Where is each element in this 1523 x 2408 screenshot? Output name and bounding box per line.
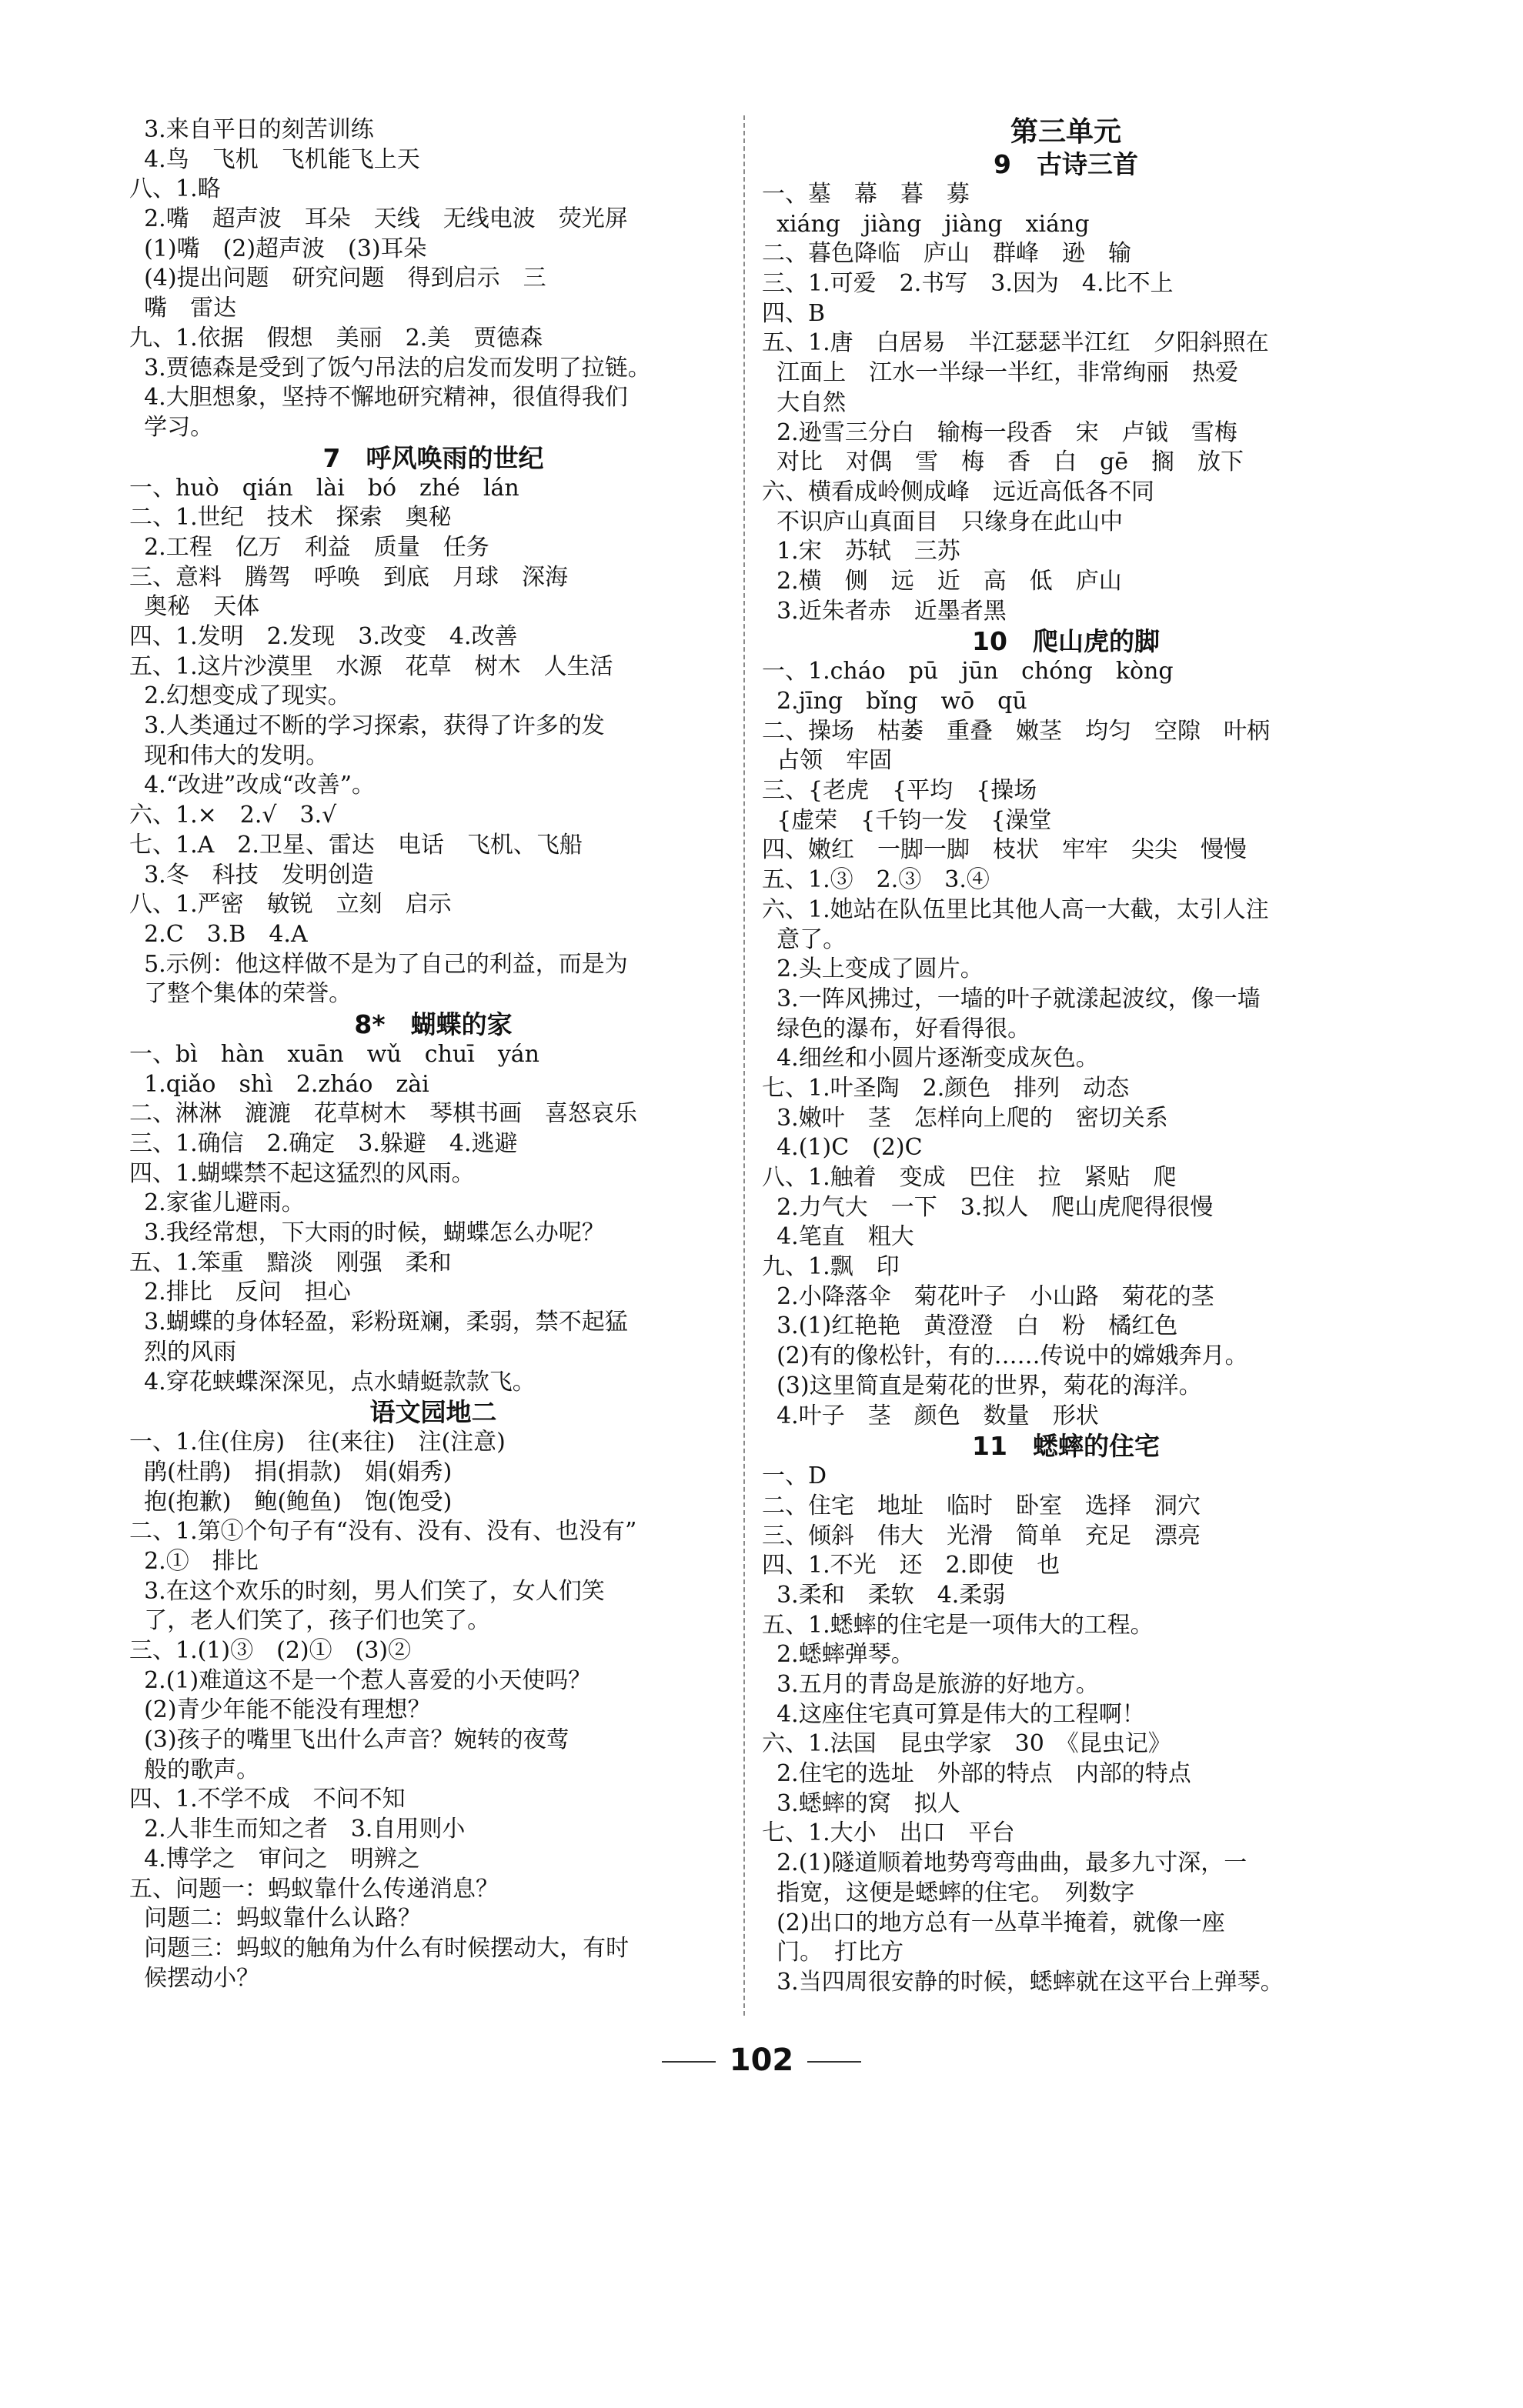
answer-line: 三、{老虎 {平均 {操场 [762, 777, 1037, 805]
answer-line: 2.幻想变成了现实。 [129, 682, 351, 710]
answer-line: 2.小降落伞 菊花叶子 小山路 菊花的茎 [762, 1282, 1214, 1310]
answer-line: 4.博学之 审问之 明辨之 [129, 1845, 420, 1873]
answer-line: 3.我经常想，下大雨的时候，蝴蝶怎么办呢？ [129, 1219, 605, 1247]
answer-line: 三、倾斜 伟大 光滑 简单 充足 漂亮 [762, 1522, 1201, 1549]
answer-line: 八、1.严密 敏锐 立刻 启示 [129, 891, 452, 919]
answer-line: 3.嫩叶 茎 怎样向上爬的 密切关系 [762, 1104, 1168, 1132]
answer-line: 五、1.蟋蟀的住宅是一项伟大的工程。 [762, 1611, 1154, 1639]
answer-line: 2.家雀儿避雨。 [129, 1189, 305, 1217]
answer-line: 六、1.法国 昆虫学家 30 《昆虫记》 [762, 1730, 1171, 1758]
answer-line: 2.逊雪三分白 输梅一段香 宋 卢钺 雪梅 [762, 419, 1237, 446]
answer-line: 候摆动小？ [129, 1964, 260, 1992]
answer-line: 4.大胆想象，坚持不懈地研究精神，很值得我们 [129, 384, 628, 412]
answer-line: (2)出口的地方总有一丛草半掩着，就像一座 [762, 1909, 1225, 1936]
answer-line: 3.蝴蝶的身体轻盈，彩粉斑斓，柔弱，禁不起猛 [129, 1309, 628, 1336]
answer-line: 占领 牢固 [762, 747, 893, 775]
left-answer-column [129, 115, 737, 1993]
answer-line: 4.穿花蛱蝶深深见，点水蜻蜓款款飞。 [129, 1368, 536, 1396]
answer-line: 指宽，这便是蟋蟀的住宅。 列数字 [762, 1879, 1135, 1906]
answer-line: 3.人类通过不断的学习探索，获得了许多的发 [129, 712, 605, 740]
answer-line: 绿色的瀑布，好看得很。 [762, 1015, 1031, 1042]
answer-line: 4.鸟 飞机 飞机能飞上天 [129, 145, 420, 173]
answer-line: 3.蟋蟀的窝 拟人 [762, 1789, 960, 1817]
answer-line: 3.一阵风拂过，一墙的叶子就漾起波纹，像一墙 [762, 985, 1261, 1012]
answer-line: (2)有的像松针，有的……传说中的嫦娥奔月。 [762, 1342, 1248, 1370]
answer-line: {虚荣 {千钧一发 {澡堂 [762, 806, 1052, 834]
answer-line: 江面上 江水一半绿一半红，非常绚丽 热爱 [762, 359, 1239, 387]
answer-line: 五、1.唐 白居易 半江瑟瑟半江红 夕阳斜照在 [762, 329, 1269, 357]
answer-line: (1)嘴 (2)超声波 (3)耳朵 [129, 235, 427, 262]
answer-line: 五、1.这片沙漠里 水源 花草 树木 人生活 [129, 652, 613, 680]
answer-line: 嘴 雷达 [129, 295, 237, 322]
answer-line: 2.力气大 一下 3.拟人 爬山虎爬得很慢 [762, 1193, 1214, 1221]
answer-line: 3.柔和 柔软 4.柔弱 [762, 1581, 1006, 1609]
answer-line: 不识庐山真面目 只缘身在此山中 [762, 508, 1124, 535]
answer-line: 4.笔直 粗大 [762, 1223, 914, 1251]
answer-line: 4.叶子 茎 颜色 数量 形状 [762, 1402, 1099, 1429]
answer-line: 一、1.住(住房) 往(来往) 注(注意) [129, 1429, 506, 1456]
answer-line: 七、1.A 2.卫星、雷达 电话 飞机、飞船 [129, 831, 583, 859]
right-answer-column [762, 115, 1370, 1998]
answer-line: 九、1.依据 假想 美丽 2.美 贾德森 [129, 324, 543, 352]
answer-line: 一、huò qián lài bó zhé lán [129, 474, 519, 502]
lesson-heading: 8* 蝴蝶的家 [354, 1009, 513, 1039]
answer-line: 4.这座住宅真可算是伟大的工程啊！ [762, 1700, 1145, 1728]
answer-line: 八、1.略 [129, 175, 221, 203]
answer-line: 3.近朱者赤 近墨者黑 [762, 597, 1007, 625]
lesson-heading: 9 古诗三首 [994, 149, 1138, 179]
answer-line: 六、1.她站在队伍里比其他人高一大截，太引人注 [762, 895, 1269, 923]
answer-line: xiáng jiàng jiàng xiáng [762, 210, 1090, 238]
answer-line: 1.qiǎo shì 2.zháo zài [129, 1070, 429, 1098]
answer-line: 八、1.触着 变成 巴住 拉 紧贴 爬 [762, 1164, 1177, 1191]
answer-line: 2.(1)难道这不是一个惹人喜爱的小天使吗？ [129, 1666, 592, 1694]
answer-line: 学习。 [129, 413, 214, 441]
answer-line: 4.“改进”改成“改善”。 [129, 772, 376, 799]
answer-line: 一、bì hàn xuān wǔ chuī yán [129, 1040, 539, 1068]
answer-line: 2.蟋蟀弹琴。 [762, 1641, 914, 1669]
answer-line: 5.示例：他这样做不是为了自己的利益，而是为 [129, 950, 628, 978]
answer-line: 一、D [762, 1462, 827, 1490]
answer-line: 奥秘 天体 [129, 593, 260, 621]
answer-line: 烈的风雨 [129, 1338, 237, 1366]
answer-line: 2.工程 亿万 利益 质量 任务 [129, 533, 489, 561]
answer-line: 三、1.(1)③ (2)① (3)② [129, 1637, 412, 1664]
answer-line: 3.在这个欢乐的时刻，男人们笑了，女人们笑 [129, 1577, 605, 1605]
answer-line: 四、1.蝴蝶禁不起这猛烈的风雨。 [129, 1159, 475, 1187]
page-number-footer [0, 2043, 1523, 2078]
answer-line: (3)孩子的嘴里飞出什么声音？婉转的夜莺 [129, 1726, 569, 1754]
answer-line: 大自然 [762, 389, 847, 416]
answer-line: 一、1.cháo pū jūn chóng kòng [762, 658, 1174, 685]
answer-line: 二、住宅 地址 临时 卧室 选择 洞穴 [762, 1492, 1201, 1519]
answer-line: 问题二：蚂蚁靠什么认路？ [129, 1905, 422, 1933]
answer-line: 2.住宅的选址 外部的特点 内部的特点 [762, 1760, 1191, 1788]
answer-line: 3.冬 科技 发明创造 [129, 861, 374, 889]
answer-line: 二、操场 枯萎 重叠 嫩茎 均匀 空隙 叶柄 [762, 717, 1270, 745]
answer-line: 2.排比 反问 担心 [129, 1279, 351, 1306]
answer-line: 五、1.③ 2.③ 3.④ [762, 866, 990, 894]
answer-line: 对比 对偶 雪 梅 香 白 gē 搁 放下 [762, 449, 1244, 476]
page-number: 102 [729, 2043, 794, 2078]
answer-line: 二、1.世纪 技术 探索 奥秘 [129, 504, 452, 532]
answer-line: 3.贾德森是受到了饭勺吊法的启发而发明了拉链。 [129, 354, 651, 382]
lesson-heading: 7 呼风唤雨的世纪 [322, 442, 544, 473]
answer-line: 四、1.发明 2.发现 3.改变 4.改善 [129, 623, 518, 650]
answer-line: 3.(1)红艳艳 黄澄澄 白 粉 橘红色 [762, 1312, 1178, 1340]
answer-line: 一、墓 幕 暮 募 [762, 181, 970, 208]
answer-line: 鹃(杜鹃) 捐(捐款) 娟(娟秀) [129, 1458, 453, 1486]
answer-line: 了整个集体的荣誉。 [129, 980, 352, 1008]
answer-line: (3)这里简直是菊花的世界，菊花的海洋。 [762, 1372, 1202, 1399]
answer-line: 七、1.大小 出口 平台 [762, 1819, 1015, 1847]
answer-line: 六、横看成岭侧成峰 远近高低各不同 [762, 478, 1154, 505]
answer-line: 五、问题一：蚂蚁靠什么传递消息？ [129, 1875, 499, 1903]
answer-line: 六、1.× 2.√ 3.√ [129, 802, 337, 829]
answer-line: 2.C 3.B 4.A [129, 920, 308, 948]
answer-line: 3.来自平日的刻苦训练 [129, 116, 374, 143]
answer-line: 抱(抱歉) 鲍(鲍鱼) 饱(饱受) [129, 1488, 453, 1516]
answer-line: 二、淋淋 漉漉 花草树木 琴棋书画 喜怒哀乐 [129, 1100, 637, 1128]
answer-line: 2.横 侧 远 近 高 低 庐山 [762, 567, 1122, 595]
column-divider [743, 115, 745, 2016]
answer-line: 现和伟大的发明。 [129, 742, 329, 769]
answer-line: 2.jīng bǐng wō qū [762, 688, 1027, 715]
answer-line: 四、嫩红 一脚一脚 枝状 牢牢 尖尖 慢慢 [762, 836, 1247, 864]
answer-line: 2.① 排比 [129, 1547, 259, 1575]
answer-line: 2.头上变成了圆片。 [762, 956, 984, 983]
answer-line: 意了。 [762, 926, 847, 953]
answer-line: 三、1.可爱 2.书写 3.因为 4.比不上 [762, 270, 1174, 298]
answer-line: (2)青少年能不能没有理想？ [129, 1696, 431, 1724]
answer-line: 3.当四周很安静的时候，蟋蟀就在这平台上弹琴。 [762, 1968, 1284, 1996]
answer-line: (4)提出问题 研究问题 得到启示 三 [129, 265, 546, 292]
answer-line: 四、B [762, 299, 826, 327]
answer-line: 2.嘴 超声波 耳朵 天线 无线电波 荧光屏 [129, 205, 628, 233]
answer-line: 四、1.不学不成 不问不知 [129, 1786, 406, 1813]
answer-line: 三、1.确信 2.确定 3.躲避 4.逃避 [129, 1130, 518, 1157]
page-number-dash-left [662, 2061, 716, 2063]
answer-line: 3.五月的青岛是旅游的好地方。 [762, 1671, 1099, 1698]
answer-line: 五、1.笨重 黯淡 刚强 柔和 [129, 1249, 452, 1276]
page-number-dash-right [807, 2061, 861, 2063]
answer-line: 了，老人们笑了，孩子们也笑了。 [129, 1607, 491, 1635]
answer-line: 4.(1)C (2)C [762, 1134, 923, 1162]
answer-line: 1.宋 苏轼 三苏 [762, 538, 960, 565]
answer-line: 七、1.叶圣陶 2.颜色 排列 动态 [762, 1074, 1130, 1102]
answer-line: 四、1.不光 还 2.即使 也 [762, 1552, 1060, 1579]
answer-line: 二、1.第①个句子有“没有、没有、没有、也没有” [129, 1518, 637, 1546]
answer-line: 问题三：蚂蚁的触角为什么有时候摆动大，有时 [129, 1934, 630, 1962]
answer-line: 2.(1)隧道顺着地势弯弯曲曲，最多九寸深，一 [762, 1849, 1247, 1877]
lesson-heading: 语文园地二 [369, 1397, 497, 1428]
answer-line: 般的歌声。 [129, 1756, 260, 1783]
lesson-heading: 10 爬山虎的脚 [972, 626, 1160, 657]
answer-line: 4.细丝和小圆片逐渐变成灰色。 [762, 1045, 1099, 1072]
unit-title: 第三单元 [1010, 116, 1121, 148]
answer-line: 九、1.飘 印 [762, 1253, 900, 1281]
answer-line: 三、意料 腾驾 呼唤 到底 月球 深海 [129, 563, 568, 591]
answer-line: 二、暮色降临 庐山 群峰 逊 输 [762, 240, 1131, 268]
lesson-heading: 11 蟋蟀的住宅 [972, 1431, 1160, 1462]
answer-line: 2.人非生而知之者 3.自用则小 [129, 1816, 466, 1843]
answer-line: 门。 打比方 [762, 1939, 904, 1966]
